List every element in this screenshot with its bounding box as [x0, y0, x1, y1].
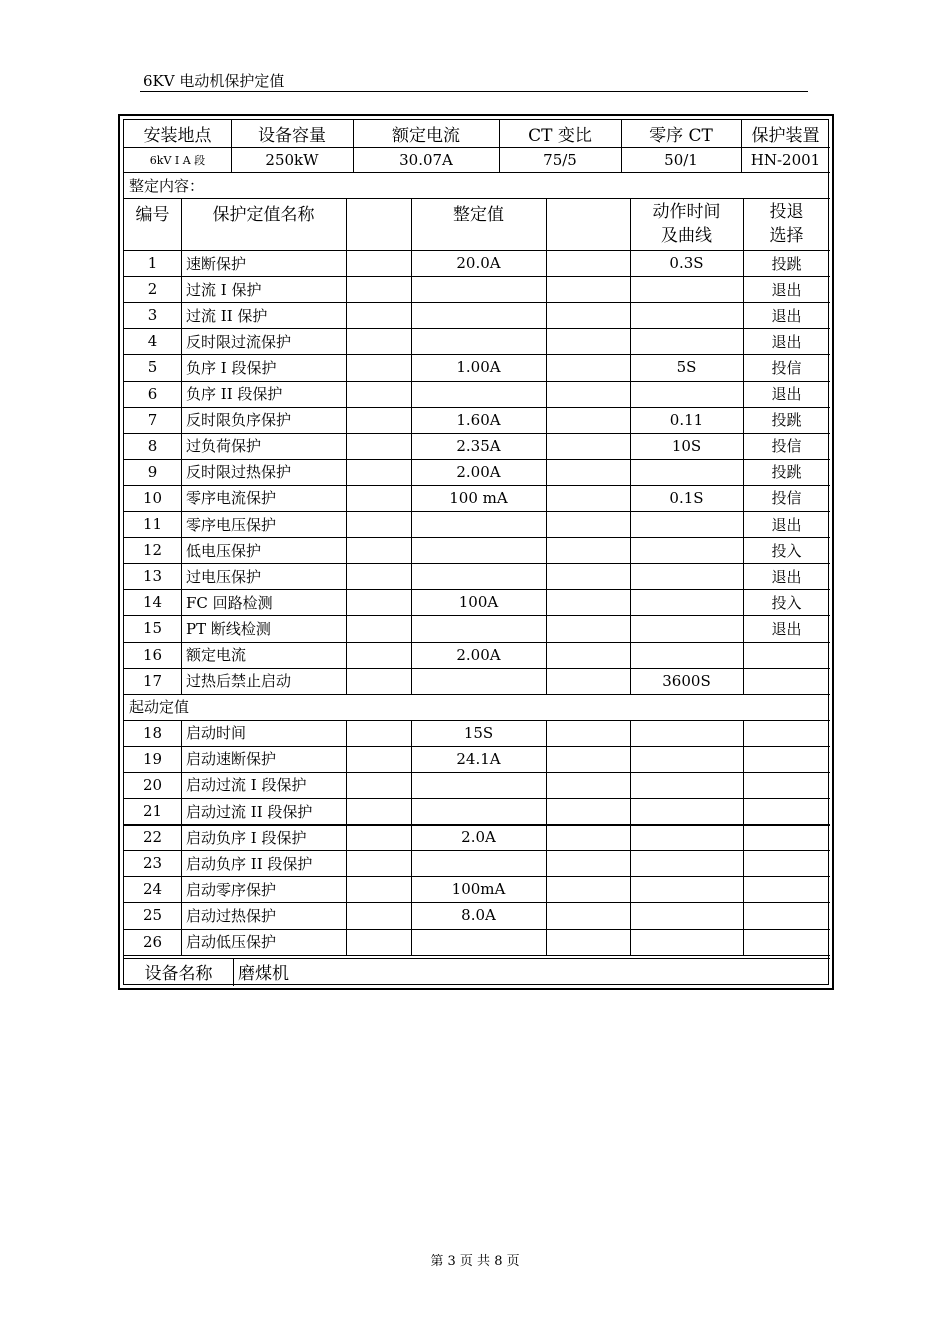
row-blank-1	[346, 589, 411, 615]
row-select	[743, 929, 830, 955]
header-rule	[140, 91, 808, 92]
row-time	[630, 537, 743, 563]
row-num: 2	[147, 280, 158, 299]
row-num: 11	[142, 515, 163, 534]
col-header-blank-1	[346, 198, 411, 250]
row-blank-2	[546, 328, 630, 354]
row-blank-1	[346, 433, 411, 459]
grid-hline	[124, 955, 830, 956]
row-time	[630, 824, 743, 850]
row-num: 26	[142, 932, 163, 951]
row-time	[630, 642, 743, 668]
info-header-ct-ratio: CT 变比	[528, 126, 592, 146]
row-num: 10	[142, 488, 163, 507]
row-blank-1	[346, 929, 411, 955]
row-num: 14	[142, 593, 163, 612]
row-blank-1	[346, 563, 411, 589]
row-blank-2	[546, 511, 630, 537]
row-blank-2	[546, 746, 630, 772]
row-value: 20.0A	[456, 254, 501, 273]
row-select	[743, 850, 830, 876]
row-select: 退出	[771, 385, 802, 404]
row-blank-1	[346, 798, 411, 824]
row-name: 低电压保护	[186, 541, 262, 560]
info-value-location: 6kV Ⅰ A 段	[149, 153, 206, 167]
row-blank-2	[546, 902, 630, 928]
row-time	[630, 302, 743, 328]
row-value	[411, 563, 546, 589]
row-blank-2	[546, 589, 630, 615]
row-blank-2	[546, 407, 630, 433]
row-blank-1	[346, 746, 411, 772]
row-select: 退出	[771, 619, 802, 638]
info-header-location: 安装地点	[143, 126, 212, 146]
row-value	[411, 850, 546, 876]
info-header-zero-seq-ct: 零序 CT	[649, 126, 713, 146]
info-value-zero-seq-ct: 50/1	[664, 150, 698, 169]
row-time	[630, 615, 743, 641]
row-num: 6	[147, 384, 158, 403]
row-name: 过负荷保护	[186, 437, 262, 456]
row-select: 退出	[771, 567, 802, 586]
row-name: 启动低压保护	[186, 933, 277, 952]
row-select: 退出	[771, 515, 802, 534]
row-num: 4	[147, 332, 158, 351]
row-select: 投入	[771, 541, 802, 560]
row-num: 12	[142, 541, 163, 560]
row-name: 负序 I 段保护	[186, 358, 277, 377]
row-num: 15	[142, 619, 163, 638]
row-time: 3600S	[662, 671, 711, 690]
row-blank-2	[546, 720, 630, 746]
row-select: 退出	[771, 332, 802, 351]
row-select: 投跳	[771, 463, 802, 482]
row-value	[411, 537, 546, 563]
row-value: 2.35A	[456, 436, 501, 455]
row-time	[630, 902, 743, 928]
row-select	[743, 876, 830, 902]
row-name: 启动时间	[186, 724, 247, 743]
row-time	[630, 381, 743, 407]
row-name: 启动过流 I 段保护	[186, 776, 307, 795]
row-time	[630, 563, 743, 589]
row-blank-1	[346, 381, 411, 407]
row-select	[743, 772, 830, 798]
row-name: 零序电流保护	[186, 489, 277, 508]
col-header-num: 编号	[135, 205, 170, 225]
col-header-select-line-1: 投退	[769, 202, 804, 222]
row-value: 2.00A	[456, 462, 501, 481]
row-name: 反时限负序保护	[186, 411, 292, 430]
row-num: 21	[142, 802, 163, 821]
row-name: 过热后禁止启动	[186, 672, 292, 691]
row-blank-2	[546, 798, 630, 824]
row-blank-1	[346, 276, 411, 302]
row-value: 2.00A	[456, 645, 501, 664]
row-name: 反时限过热保护	[186, 463, 292, 482]
info-header-capacity: 设备容量	[258, 126, 326, 146]
row-name: PT 断线检测	[186, 619, 271, 638]
section-setting-label: 整定内容：	[129, 176, 205, 195]
row-value	[411, 381, 546, 407]
row-blank-1	[346, 615, 411, 641]
row-value: 100mA	[451, 880, 506, 899]
row-blank-2	[546, 929, 630, 955]
col-header-time	[630, 198, 743, 250]
page-header: 6KV 电动机保护定值	[143, 72, 285, 90]
col-header-blank-2	[546, 198, 630, 250]
row-blank-2	[546, 276, 630, 302]
row-blank-1	[346, 850, 411, 876]
row-value: 100A	[458, 593, 499, 612]
row-blank-2	[546, 537, 630, 563]
row-blank-2	[546, 824, 630, 850]
row-blank-1	[346, 668, 411, 694]
row-value	[411, 302, 546, 328]
row-num: 7	[147, 410, 158, 429]
row-value	[411, 668, 546, 694]
row-value	[411, 929, 546, 955]
row-time	[630, 798, 743, 824]
row-value: 2.0A	[461, 828, 496, 847]
grid-vline	[743, 198, 744, 694]
col-header-select	[743, 198, 830, 250]
row-blank-2	[546, 850, 630, 876]
row-blank-2	[546, 459, 630, 485]
row-blank-2	[546, 876, 630, 902]
grid-vline	[346, 198, 347, 694]
row-value: 15S	[463, 723, 494, 742]
row-select	[743, 798, 830, 824]
row-num: 17	[142, 671, 163, 690]
row-num: 16	[142, 645, 163, 664]
row-blank-1	[346, 328, 411, 354]
info-value-ct-ratio: 75/5	[543, 150, 577, 169]
device-name-value: 磨煤机	[238, 964, 289, 985]
row-name: 额定电流	[186, 646, 247, 665]
grid-vline	[181, 198, 182, 694]
row-num: 18	[142, 723, 163, 742]
row-num: 24	[142, 880, 163, 899]
row-num: 23	[142, 854, 163, 873]
row-select: 投信	[771, 489, 802, 508]
row-blank-2	[546, 615, 630, 641]
grid-vline	[411, 720, 412, 955]
row-name: 反时限过流保护	[186, 332, 292, 351]
row-value	[411, 615, 546, 641]
row-num: 3	[147, 306, 158, 325]
grid-vline	[546, 198, 547, 694]
row-value: 1.00A	[456, 358, 501, 377]
row-blank-1	[346, 772, 411, 798]
row-value: 24.1A	[456, 749, 501, 768]
grid-vline	[546, 720, 547, 955]
row-time: 5S	[676, 358, 697, 377]
row-value: 100 mA	[449, 488, 508, 507]
grid-vline	[411, 198, 412, 694]
row-time	[630, 876, 743, 902]
row-name: 启动零序保护	[186, 880, 277, 899]
row-value	[411, 772, 546, 798]
row-select	[743, 720, 830, 746]
row-name: FC 回路检测	[186, 593, 273, 612]
row-blank-2	[546, 250, 630, 276]
row-value: 8.0A	[461, 906, 496, 925]
row-blank-2	[546, 302, 630, 328]
row-time	[630, 511, 743, 537]
row-num: 22	[142, 828, 163, 847]
device-name-label: 设备名称	[144, 964, 213, 985]
row-select	[743, 902, 830, 928]
row-name: 启动过流 II 段保护	[186, 802, 313, 821]
col-header-time-line-1: 动作时间	[652, 202, 721, 222]
row-blank-1	[346, 511, 411, 537]
grid-vline	[630, 198, 631, 694]
grid-vline	[346, 720, 347, 955]
row-blank-2	[546, 563, 630, 589]
row-value	[411, 798, 546, 824]
col-header-value: 整定值	[453, 205, 504, 225]
row-name: 速断保护	[186, 254, 247, 273]
row-num: 25	[142, 906, 163, 925]
row-blank-1	[346, 250, 411, 276]
row-time	[630, 459, 743, 485]
row-blank-1	[346, 459, 411, 485]
row-time	[630, 929, 743, 955]
row-value	[411, 328, 546, 354]
row-num: 20	[142, 775, 163, 794]
info-value-capacity: 250kW	[265, 150, 319, 169]
row-name: 启动过热保护	[186, 906, 277, 925]
row-time: 0.11	[669, 410, 704, 429]
row-time	[630, 772, 743, 798]
row-select: 退出	[771, 306, 802, 325]
info-header-rated-current: 额定电流	[392, 126, 460, 146]
row-blank-2	[546, 354, 630, 380]
row-select: 投信	[771, 358, 802, 377]
row-time: 0.3S	[669, 254, 704, 273]
row-blank-2	[546, 772, 630, 798]
section-start-label: 起动定值	[129, 698, 190, 717]
row-blank-1	[346, 824, 411, 850]
row-blank-2	[546, 485, 630, 511]
row-select	[743, 668, 830, 694]
row-value	[411, 511, 546, 537]
row-select: 投跳	[771, 411, 802, 430]
row-name: 过电压保护	[186, 567, 262, 586]
row-num: 8	[147, 436, 158, 455]
settings-table	[123, 119, 829, 985]
grid-vline	[181, 720, 182, 955]
row-num: 5	[147, 358, 158, 377]
row-blank-1	[346, 537, 411, 563]
row-name: 负序 II 段保护	[186, 385, 283, 404]
row-blank-2	[546, 668, 630, 694]
row-blank-1	[346, 876, 411, 902]
row-blank-1	[346, 354, 411, 380]
col-header-name: 保护定值名称	[212, 205, 315, 225]
row-time	[630, 589, 743, 615]
info-header-protection-device: 保护装置	[751, 126, 820, 146]
col-header-time-line-2: 及曲线	[661, 226, 712, 246]
row-blank-1	[346, 302, 411, 328]
row-value	[411, 276, 546, 302]
row-select	[743, 642, 830, 668]
row-name: 启动速断保护	[186, 750, 277, 769]
row-select: 退出	[771, 280, 802, 299]
row-time	[630, 276, 743, 302]
row-time	[630, 850, 743, 876]
info-value-rated-current: 30.07A	[399, 150, 453, 169]
row-time	[630, 328, 743, 354]
row-name: 过流 I 保护	[186, 280, 262, 299]
row-blank-1	[346, 642, 411, 668]
grid-vline	[630, 720, 631, 955]
row-blank-2	[546, 642, 630, 668]
info-value-protection-device: HN-2001	[750, 150, 821, 169]
settings-table-frame	[118, 114, 834, 990]
row-blank-1	[346, 902, 411, 928]
row-num: 9	[147, 462, 158, 481]
row-blank-2	[546, 433, 630, 459]
row-name: 零序电压保护	[186, 515, 277, 534]
row-time: 0.1S	[669, 488, 704, 507]
row-time	[630, 746, 743, 772]
row-select: 投跳	[771, 254, 802, 273]
row-name: 启动负序 II 段保护	[186, 854, 313, 873]
row-blank-1	[346, 407, 411, 433]
grid-vline	[743, 720, 744, 955]
row-time	[630, 720, 743, 746]
row-select: 投入	[771, 593, 802, 612]
row-num: 13	[142, 567, 163, 586]
col-header-select-line-2: 选择	[769, 226, 804, 246]
row-num: 19	[142, 749, 163, 768]
row-select	[743, 824, 830, 850]
row-blank-2	[546, 381, 630, 407]
row-name: 过流 II 保护	[186, 306, 268, 325]
page-footer: 第 3 页 共 8 页	[430, 1254, 520, 1269]
row-value: 1.60A	[456, 410, 501, 429]
row-time: 10S	[671, 436, 702, 455]
row-num: 1	[147, 254, 158, 273]
row-blank-1	[346, 485, 411, 511]
row-blank-1	[346, 720, 411, 746]
row-name: 启动负序 I 段保护	[186, 828, 307, 847]
row-select	[743, 746, 830, 772]
row-select: 投信	[771, 437, 802, 456]
